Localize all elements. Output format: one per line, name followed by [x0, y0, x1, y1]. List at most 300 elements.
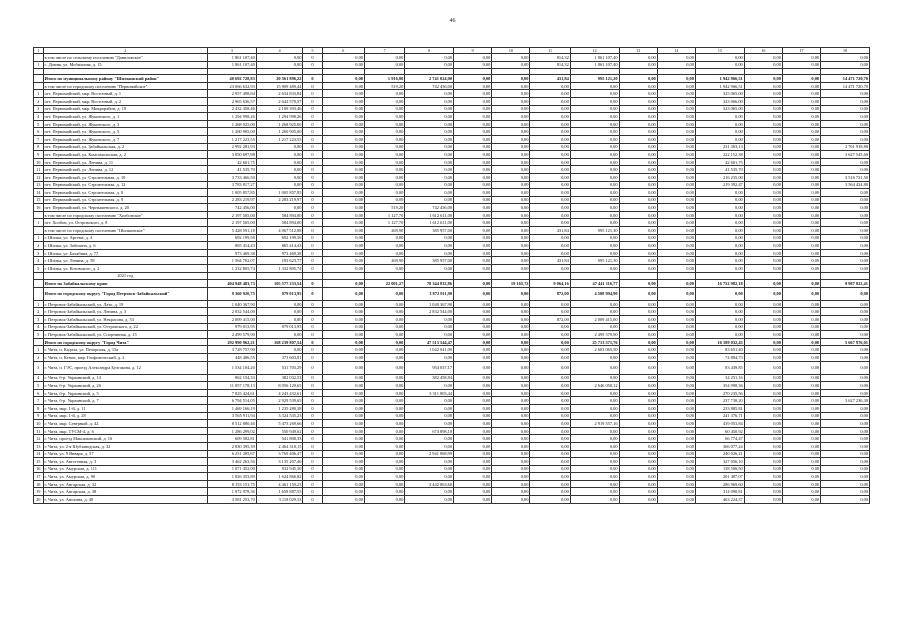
value-cell: 201 487,07	[695, 473, 744, 481]
value-cell: 0,00	[364, 412, 404, 420]
value-cell: 0,00	[322, 450, 364, 458]
value-cell: 0,00	[454, 473, 492, 481]
value-cell: 0,00	[821, 389, 870, 397]
value-cell: 0,00	[364, 465, 404, 473]
value-cell: 0,00	[454, 346, 492, 354]
value-cell: 382 458,84	[405, 374, 454, 382]
value-cell: 0,00	[782, 82, 820, 90]
table-row	[34, 181, 870, 189]
value-cell: 872,00	[530, 287, 570, 300]
value-cell: 2 197 505,00	[207, 211, 256, 219]
value-cell: 0,00	[570, 105, 619, 113]
table-row	[34, 435, 870, 443]
value-cell: 0	[303, 287, 322, 300]
value-cell: 0,00	[782, 308, 820, 316]
value-cell: 0,00	[492, 389, 530, 397]
value-cell: 0,00	[821, 308, 870, 316]
value-cell: 0,00	[492, 287, 530, 300]
value-cell: 0	[303, 90, 322, 98]
value-cell: 0,00	[619, 420, 657, 428]
address-cell: г. Чита, б-р. Украинский, д. 14	[43, 374, 207, 382]
value-cell: 0,00	[570, 135, 619, 143]
value-cell: 0,00	[570, 120, 619, 128]
table-row	[34, 234, 870, 242]
value-cell: 3 733 466,50	[207, 173, 256, 181]
value-cell: 0,00	[256, 346, 303, 354]
value-cell: 2 432 458,46	[207, 105, 256, 113]
value-cell: 0,00	[530, 412, 570, 420]
value-cell: 1 005 857,85	[256, 189, 303, 197]
value-cell: 0,00	[405, 90, 454, 98]
table-row	[34, 242, 870, 250]
address-cell: пгт. Первомайский, ул. Строительная, д. 8	[43, 189, 207, 197]
value-cell: 0,00	[570, 166, 619, 174]
value-cell: 0,00	[657, 427, 695, 435]
row-number-cell: 4	[34, 257, 44, 265]
value-cell: 0,00	[782, 442, 820, 450]
value-cell: 1 469 166,19	[207, 404, 256, 412]
table-row	[34, 158, 870, 166]
value-cell: 0,00	[619, 450, 657, 458]
value-cell: 3 783 817,27	[207, 181, 256, 189]
value-cell: 0,00	[821, 353, 870, 361]
value-cell: 0,00	[744, 128, 782, 136]
value-cell: 0,00	[657, 249, 695, 257]
value-cell: 0,00	[405, 166, 454, 174]
value-cell: 0,00	[364, 300, 404, 308]
row-number-cell	[34, 338, 44, 346]
value-cell: 0,00	[744, 389, 782, 397]
value-cell: 0,00	[570, 113, 619, 121]
value-cell: 0,00	[744, 249, 782, 257]
value-cell: 0,00	[322, 54, 364, 62]
value-cell: 0,00	[492, 435, 530, 443]
address-cell: г. Шилка, ул. Забелина, д. 6	[43, 242, 207, 250]
value-cell: 0,00	[405, 265, 454, 273]
value-cell: 0,00	[322, 480, 364, 488]
row-number-cell	[34, 75, 44, 83]
value-cell: 0,00	[322, 113, 364, 121]
value-cell: 0,00	[744, 353, 782, 361]
value-cell: 0,00	[619, 227, 657, 235]
value-cell: 323 065,00	[695, 105, 744, 113]
value-cell: 0,00	[405, 151, 454, 159]
value-cell: 0,00	[322, 346, 364, 354]
value-cell: 0,00	[492, 374, 530, 382]
value-cell: 0,00	[619, 353, 657, 361]
value-cell: 0,00	[492, 412, 530, 420]
value-cell: 0,00	[492, 427, 530, 435]
value-cell: 0,00	[322, 181, 364, 189]
value-cell: 0,00	[454, 249, 492, 257]
value-cell: 0,00	[322, 331, 364, 339]
value-cell: 0,00	[322, 173, 364, 181]
row-number-cell: 4	[34, 323, 44, 331]
table-row	[34, 120, 870, 128]
value-cell: 0,00	[492, 120, 530, 128]
value-cell: 0,00	[782, 211, 820, 219]
value-cell: 4 067 512,88	[256, 227, 303, 235]
value-cell: 0,00	[530, 435, 570, 443]
value-cell: 0,00	[821, 420, 870, 428]
table-row	[34, 308, 870, 316]
value-cell: 0,00	[530, 361, 570, 374]
value-cell: 286 969,60	[695, 480, 744, 488]
value-cell: 0,00	[364, 458, 404, 466]
value-cell: 0,00	[570, 189, 619, 197]
value-cell: 0,00	[322, 374, 364, 382]
value-cell: 0,00	[744, 280, 782, 288]
value-cell: 6 794 514,05	[207, 397, 256, 405]
value-cell: 0,00	[570, 308, 619, 316]
table-row	[34, 382, 870, 390]
value-cell: 0,00	[492, 496, 530, 504]
row-number-cell: 17	[34, 473, 44, 481]
value-cell: 0,00	[619, 346, 657, 354]
table-row	[34, 173, 870, 181]
value-cell: 0,00	[744, 219, 782, 227]
value-cell: 8 512 880,46	[207, 420, 256, 428]
value-cell: 0	[303, 219, 322, 227]
value-cell: 0,00	[322, 234, 364, 242]
value-cell: 0,00	[530, 488, 570, 496]
value-cell: 327 056,10	[695, 458, 744, 466]
value-cell: 0,00	[492, 227, 530, 235]
value-cell: 0,00	[256, 173, 303, 181]
value-cell: 0,00	[821, 287, 870, 300]
value-cell: 0,00	[782, 496, 820, 504]
value-cell: 0,00	[570, 374, 619, 382]
value-cell: 0,00	[782, 404, 820, 412]
value-cell: 1 127,70	[364, 211, 404, 219]
value-cell: 0,00	[364, 249, 404, 257]
value-cell: 0,00	[364, 308, 404, 316]
value-cell: 0,00	[695, 234, 744, 242]
value-cell: 0	[303, 166, 322, 174]
value-cell: 0,00	[530, 420, 570, 428]
value-cell: 0,00	[364, 382, 404, 390]
row-number-cell: 19	[34, 488, 44, 496]
value-cell: 0,00	[454, 412, 492, 420]
value-cell: 0,00	[405, 323, 454, 331]
address-cell: пгт. Первомайский, ул. Строительная, д. 12	[43, 181, 207, 189]
value-cell: 0,00	[570, 389, 619, 397]
value-cell: 0,00	[454, 404, 492, 412]
value-cell: 0,00	[492, 204, 530, 212]
value-cell: 0,00	[782, 181, 820, 189]
value-cell: 0,00	[619, 90, 657, 98]
value-cell: 0,00	[322, 308, 364, 316]
value-cell: 0,00	[695, 113, 744, 121]
row-number-cell	[34, 227, 44, 235]
value-cell: 0	[303, 458, 322, 466]
value-cell: 0,00	[782, 361, 820, 374]
value-cell: 0,00	[530, 97, 570, 105]
value-cell: 0	[303, 113, 322, 121]
value-cell: 0,00	[364, 97, 404, 105]
value-cell: 23 066 632,93	[207, 82, 256, 90]
value-cell: 16 752 982,18	[695, 280, 744, 288]
address-cell: г. Петровск-Забайкальский, ул. Некрасова, д. 53	[43, 316, 207, 324]
value-cell: 3 135 207,46	[256, 458, 303, 466]
value-cell: 0,00	[405, 397, 454, 405]
value-cell: 3 324 535,23	[256, 412, 303, 420]
row-number-cell	[34, 82, 44, 90]
column-number-cell: 1	[34, 48, 44, 54]
value-cell: 2 929 539,65	[256, 397, 303, 405]
row-number-cell: 12	[34, 173, 44, 181]
value-cell: 0	[303, 382, 322, 390]
value-cell: 4 508 994,90	[570, 287, 619, 300]
value-cell: 0,00	[619, 496, 657, 504]
value-cell: 0,00	[454, 361, 492, 374]
value-cell: 0,00	[619, 361, 657, 374]
value-cell: 0,00	[364, 151, 404, 159]
value-cell: 0,00	[744, 404, 782, 412]
value-cell: 1 005 857,85	[207, 189, 256, 197]
value-cell: 431,84	[530, 75, 570, 83]
value-cell: 1 071 452,90	[207, 465, 256, 473]
value-cell: 0	[303, 323, 322, 331]
value-cell: 0,00	[492, 166, 530, 174]
value-cell: 0,00	[530, 173, 570, 181]
value-cell: 0	[303, 442, 322, 450]
address-cell: в том числе по городскому поселению "Первомайское"	[43, 82, 207, 90]
table-row	[34, 465, 870, 473]
value-cell: 865 414,43	[207, 242, 256, 250]
value-cell: 0,00	[821, 120, 870, 128]
value-cell: 0,00	[454, 219, 492, 227]
row-number-cell: 5	[34, 120, 44, 128]
value-cell: 973 469,38	[256, 249, 303, 257]
value-cell: 0,00	[821, 227, 870, 235]
value-cell: 0,00	[405, 382, 454, 390]
value-cell: 0,00	[364, 473, 404, 481]
value-cell: 431,84	[530, 227, 570, 235]
value-cell: 0,00	[322, 249, 364, 257]
value-cell: 0,00	[256, 204, 303, 212]
value-cell: 0,00	[454, 54, 492, 62]
value-cell: 0,00	[492, 442, 530, 450]
value-cell: 0	[303, 135, 322, 143]
value-cell: 0	[303, 412, 322, 420]
value-cell: 105 577 233,54	[256, 280, 303, 288]
value-cell: 1 861 107,40	[207, 54, 256, 62]
value-cell: 0,00	[405, 234, 454, 242]
value-cell: 0,00	[782, 412, 820, 420]
row-number-cell: 2	[34, 353, 44, 361]
value-cell: 0,00	[657, 113, 695, 121]
value-cell: 0,00	[322, 242, 364, 250]
column-number-cell: 9	[454, 48, 492, 54]
value-cell: 0,00	[657, 382, 695, 390]
value-cell: 0	[303, 257, 322, 265]
value-cell: 0,00	[364, 427, 404, 435]
value-cell: 0,00	[782, 338, 820, 346]
value-cell: 0,00	[744, 488, 782, 496]
value-cell: 0,00	[454, 143, 492, 151]
value-cell: 0,00	[657, 211, 695, 219]
address-cell: Итого по городскому округу "Город Чита"	[43, 338, 207, 346]
row-number-cell: 1	[34, 234, 44, 242]
value-cell: 0,00	[322, 427, 364, 435]
value-cell: 0	[303, 496, 322, 504]
row-number-cell: 1	[34, 346, 44, 354]
value-cell: 0,00	[570, 234, 619, 242]
value-cell: 0,00	[695, 308, 744, 316]
value-cell: 0,00	[657, 196, 695, 204]
value-cell: 865 414,43	[256, 242, 303, 250]
value-cell: 0,00	[619, 473, 657, 481]
value-cell: 0,00	[364, 189, 404, 197]
value-cell: 0,00	[492, 450, 530, 458]
value-cell: 1 294 998,26	[207, 113, 256, 121]
value-cell: 0,00	[322, 323, 364, 331]
value-cell: 0,00	[454, 338, 492, 346]
value-cell: 1 624 866,82	[256, 473, 303, 481]
value-cell: 995 121,30	[570, 257, 619, 265]
value-cell: 0	[303, 204, 322, 212]
value-cell: 0	[303, 151, 322, 159]
value-cell: 8 056 129,65	[256, 382, 303, 390]
value-cell: 0,00	[619, 143, 657, 151]
row-number-cell: 1	[34, 219, 44, 227]
value-cell: 0,00	[322, 300, 364, 308]
value-cell: 0,00	[657, 496, 695, 504]
column-number-cell: 4	[256, 48, 303, 54]
value-cell: 0,00	[364, 397, 404, 405]
value-cell: 0,00	[744, 382, 782, 390]
value-cell: 0,00	[492, 90, 530, 98]
value-cell: 0,00	[619, 196, 657, 204]
value-cell: 0,00	[492, 158, 530, 166]
value-cell: 3 565 911,94	[207, 412, 256, 420]
value-cell: 0,00	[744, 397, 782, 405]
value-cell: 0	[303, 196, 322, 204]
row-number-cell: 10	[34, 158, 44, 166]
value-cell: 2 761 918,80	[821, 143, 870, 151]
value-cell: 0,00	[821, 331, 870, 339]
value-cell: 0,00	[570, 361, 619, 374]
value-cell	[256, 272, 303, 280]
value-cell: 0,00	[492, 189, 530, 197]
column-number-cell: 18	[821, 48, 870, 54]
value-cell: 1 534 104,20	[207, 361, 256, 374]
value-cell: 0,00	[364, 113, 404, 121]
value-cell: 0	[303, 374, 322, 382]
value-cell: 431,84	[530, 257, 570, 265]
value-cell: 0,00	[570, 465, 619, 473]
value-cell: 42 601,75	[207, 158, 256, 166]
column-number-cell: 2	[43, 48, 207, 54]
value-cell: 1 861 107,40	[207, 61, 256, 69]
value-cell: 0	[303, 82, 322, 90]
value-cell: 0,00	[492, 151, 530, 159]
table-row	[34, 458, 870, 466]
value-cell: 0,00	[570, 82, 619, 90]
value-cell: 0,00	[695, 323, 744, 331]
value-cell: 0,00	[530, 211, 570, 219]
value-cell: 0,00	[570, 265, 619, 273]
value-cell: 0,00	[782, 300, 820, 308]
value-cell: 0,00	[782, 143, 820, 151]
value-cell: 0,00	[364, 242, 404, 250]
value-cell: 1 972 978,36	[207, 488, 256, 496]
value-cell: 0,00	[619, 54, 657, 62]
value-cell: 0,00	[364, 331, 404, 339]
value-cell: 0,00	[619, 374, 657, 382]
row-number-cell: 16	[34, 204, 44, 212]
value-cell: 0,00	[782, 435, 820, 443]
value-cell: 0,00	[657, 61, 695, 69]
value-cell: 0,00	[570, 427, 619, 435]
value-cell: 0,00	[530, 158, 570, 166]
address-cell: г. Чита, ул. Амурская, д. 111	[43, 465, 207, 473]
value-cell: 979 013,95	[256, 287, 303, 300]
value-cell: 0,00	[570, 173, 619, 181]
value-cell: 0,00	[570, 128, 619, 136]
value-cell: 0,00	[405, 173, 454, 181]
value-cell: 0,00	[405, 135, 454, 143]
value-cell: 0,00	[619, 204, 657, 212]
value-cell: 0,00	[322, 316, 364, 324]
value-cell: 692 199,56	[256, 234, 303, 242]
value-cell: 0,00	[744, 412, 782, 420]
value-cell: 0	[303, 338, 322, 346]
value-cell: 0,00	[364, 323, 404, 331]
value-cell: 1 861 107,40	[570, 61, 619, 69]
value-cell: 0,00	[744, 435, 782, 443]
value-cell: 0	[303, 420, 322, 428]
address-cell: г. Чита, ул. Ангарская, д. 32	[43, 480, 207, 488]
value-cell: 3 516 721,50	[821, 173, 870, 181]
value-cell: 0,00	[695, 316, 744, 324]
value-cell: 0,00	[364, 234, 404, 242]
table-row	[34, 488, 870, 496]
value-cell: 366 077,24	[695, 442, 744, 450]
value-cell: 3 872 911,90	[405, 287, 454, 300]
value-cell: 0,00	[619, 97, 657, 105]
value-cell: 83 651,40	[695, 346, 744, 354]
address-cell: Итого по Забайкальскому краю	[43, 280, 207, 288]
value-cell: 0,00	[454, 287, 492, 300]
value-cell: 0,00	[364, 353, 404, 361]
row-number-cell: 18	[34, 480, 44, 488]
value-cell: 0,00	[454, 120, 492, 128]
value-cell: 0,00	[744, 189, 782, 197]
value-cell: 0,00	[570, 196, 619, 204]
value-cell: 0,00	[454, 427, 492, 435]
value-cell: 0,00	[744, 61, 782, 69]
table-row	[34, 211, 870, 219]
value-cell: 0,00	[454, 316, 492, 324]
value-cell: 0,00	[256, 316, 303, 324]
value-cell: 0,00	[619, 61, 657, 69]
value-cell: 0,00	[744, 374, 782, 382]
value-cell: 0	[303, 331, 322, 339]
value-cell: 0,00	[454, 458, 492, 466]
row-number-cell: 10	[34, 420, 44, 428]
value-cell: 0,00	[492, 420, 530, 428]
value-cell: 9 987 822,41	[821, 280, 870, 288]
value-cell: 0,00	[821, 61, 870, 69]
value-cell: 0,00	[364, 496, 404, 504]
value-cell: 40 692 728,83	[207, 75, 256, 83]
value-cell: 0,00	[492, 173, 530, 181]
value-cell: 0,00	[322, 143, 364, 151]
value-cell: 0,00	[657, 323, 695, 331]
value-cell: 2 634 833,84	[256, 90, 303, 98]
